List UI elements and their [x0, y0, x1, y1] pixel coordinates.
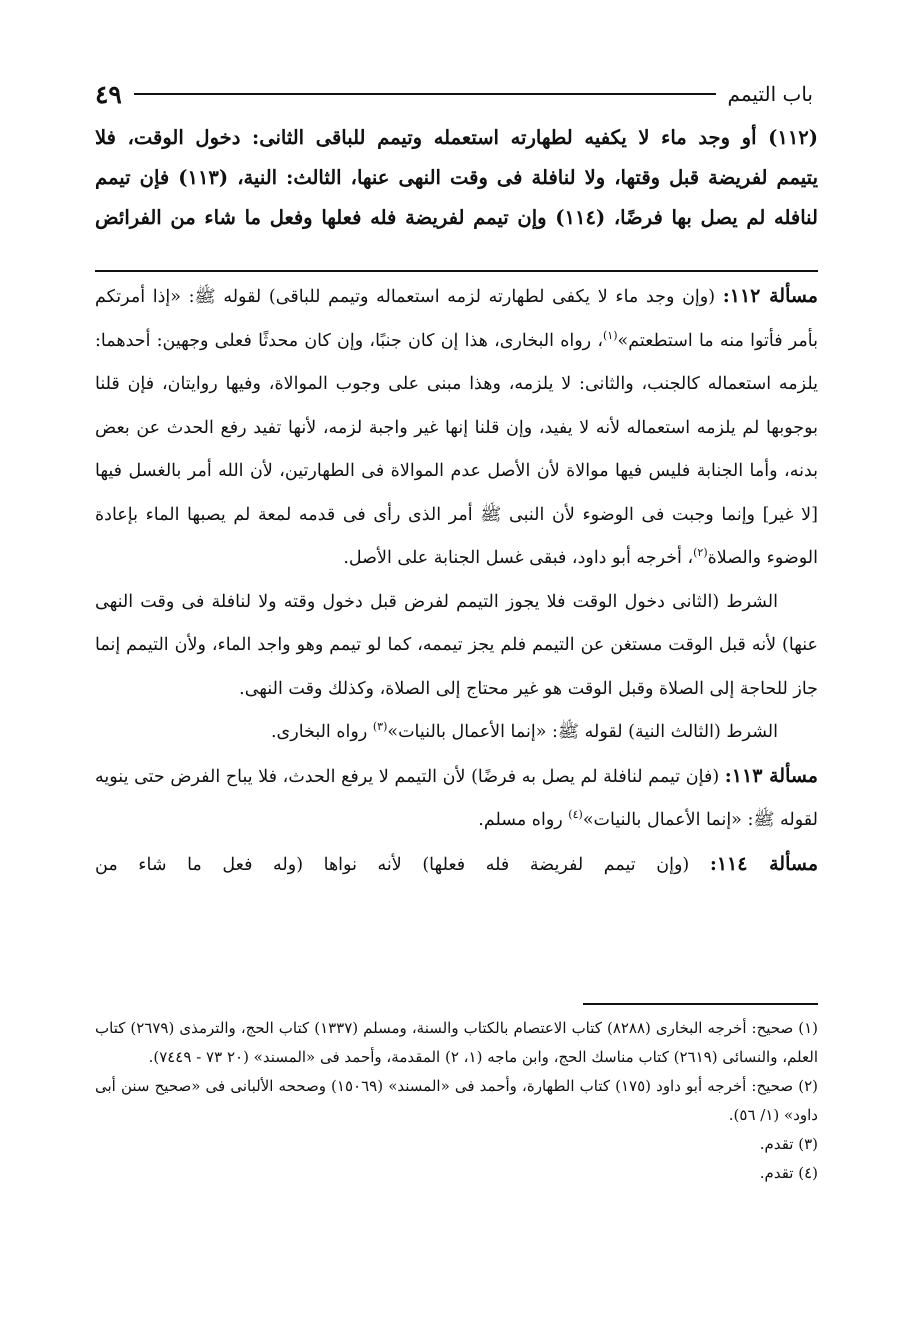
footnote-rule [583, 1003, 818, 1005]
commentary-text: ، رواه البخارى، هذا إن كان جنبًا، وإن كان محدثًا فعلى وجهين: أحدهما: يلزمه استعماله كالجنب، والثانى: لا يلزمه، وهذا مبنى على وجوب الموالاة، وفيها روايتان، فإن قلنا بوجوبها لم يلزمه استعماله لأنه لا يفيد، وإن قلنا إنها غير واجبة لزمه، لأنها تفيد رفع الحدث عن بعض بدنه، وأما الجنابة فليس فيها موالاة لأن الأصل عدم الموالاة فى الطهارتين، لأن الله أمر بالغسل فيها [لا غير] وإنما وجبت فى الوضوء لأن النبى ﷺ أمر الذى رأى فى قدمه لمعة لم يصبها الماء بإعادة الوضوء والصلاة [95, 330, 818, 568]
commentary-paragraph-112 [95, 275, 818, 581]
running-header [95, 76, 813, 112]
section-divider [95, 270, 818, 272]
footnote-4: (٤) تقدم. [759, 1164, 818, 1182]
issue-label-113: مسألة ١١٣: [724, 764, 818, 787]
commentary-text: رواه مسلم. [478, 810, 569, 830]
commentary-paragraph-114 [95, 843, 818, 888]
footnote-ref-4: (٤) [568, 808, 583, 822]
footnote-ref-1: (١) [602, 328, 618, 342]
footnote-3: (٣) تقدم. [759, 1135, 818, 1153]
main-text [95, 118, 818, 238]
issue-label-112: مسألة ١١٢: [722, 285, 818, 307]
commentary-text: ، أخرجه أبو داود، فبقى غسل الجنابة على الأصل. [343, 548, 694, 568]
footnote-ref-2: (٢) [693, 546, 708, 560]
footnotes [95, 1014, 818, 1188]
issue-label-114: مسألة ١١٤: [709, 852, 818, 875]
main-text-line: (١١٢) أو وجد ماء لا يكفيه لطهارته استعمله وتيمم للباقى الثانى: دخول الوقت، فلا [95, 126, 818, 149]
main-text-line: يتيمم لفريضة قبل وقتها، ولا لنافلة فى وقت النهى عنها، الثالث: النية، (١١٣) فإن تيمم [95, 166, 818, 189]
footnote-1: (١) صحيح: أخرجه البخارى (٨٢٨٨) كتاب الاعتصام بالكتاب والسنة، ومسلم (١٣٣٧) كتاب الحج، والترمذى (٢٦٧٩) كتاب العلم، والنسائى (٢٦١٩) كتاب مناسك الحج، وابن ماجه (١، ٢) المقدمة، وأحمد فى «المسند» (٢٠ ٧٣ - ٧٤٤٩). [95, 1019, 819, 1066]
chapter-title: باب التيمم [727, 82, 813, 106]
commentary-text: (وإن تيمم لفريضة فله فعلها) لأنه نواها (وله فعل ما شاء من [95, 854, 710, 875]
commentary-text: (وإن وجد ماء لا يكفى لطهارته لزمه استعماله وتيمم للباقى) لقوله ﷺ: «إذا أمرتكم بأمر فأتوا منه ما استطعتم» [95, 287, 818, 351]
page-number: ٤٩ [95, 79, 122, 109]
commentary [95, 275, 818, 887]
header-rule [134, 93, 716, 95]
commentary-paragraph-condition-3 [95, 711, 818, 755]
commentary-paragraph-condition-2: الشرط (الثانى دخول الوقت فلا يجوز التيمم لفرض قبل دخول وقته ولا لنافلة فى وقت النهى عنها) لأنه قبل الوقت مستغن عن التيمم فلم يجز تيممه، كما لو تيمم وهو واجد الماء، ولأن التيمم إنما جاز للحاجة إلى الصلاة وقبل الوقت هو غير محتاج إلى الصلاة، وكذلك وقت النهى. [95, 591, 818, 699]
commentary-text: (فإن تيمم لنافلة لم يصل به فرضًا) لأن التيمم لا يرفع الحدث، فلا يباح الفرض حتى ينويه لقوله ﷺ: «إنما الأعمال بالنيات» [95, 766, 818, 830]
commentary-text: رواه البخارى. [270, 722, 373, 742]
footnote-ref-3: (٣) [372, 720, 388, 734]
main-text-line: لنافله لم يصل بها فرضًا، (١١٤) وإن تيمم لفريضة فله فعلها وفعل ما شاء من الفرائض [95, 206, 818, 229]
commentary-paragraph-113 [95, 755, 818, 843]
commentary-text: الشرط (الثالث النية) لقوله ﷺ: «إنما الأعمال بالنيات» [387, 722, 778, 742]
footnote-2: (٢) صحيح: أخرجه أبو داود (١٧٥) كتاب الطهارة، وأحمد فى «المسند» (١٥٠٦٩) وصححه الألبانى فى «صحيح سنن أبى داود» (١/ ٥٦). [95, 1077, 818, 1124]
